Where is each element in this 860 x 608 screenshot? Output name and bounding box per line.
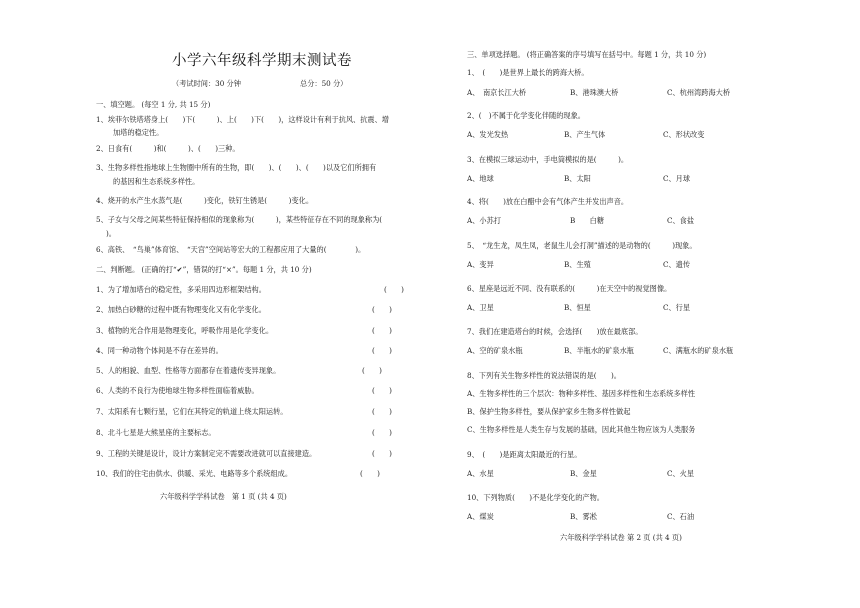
judge-paren-10: ( ) (360, 469, 380, 478)
choice-q5: 5、 “龙生龙，凤生凤，老鼠生儿会打洞”描述的是动物的( )现象。 (467, 241, 697, 250)
judge-paren-7: ( ) (372, 407, 392, 416)
fill-q4: 4、烧开的水产生水蒸气是( )变化，铁钉生锈是( )变化。 (96, 196, 314, 205)
judge-paren-3: ( ) (372, 326, 392, 335)
judge-paren-5: ( ) (362, 366, 382, 375)
choice-q9: 9、 ( )是距离太阳最近的行星。 (467, 450, 582, 459)
choice-q7-a: A、空的矿泉水瓶 (467, 346, 523, 355)
judge-paren-6: ( ) (372, 386, 392, 395)
choice-q10-c: C、石油 (667, 512, 695, 521)
judge-paren-4: ( ) (372, 346, 392, 355)
choice-q4-a: A、小苏打 (467, 216, 501, 225)
choice-q10: 10、下列物质( )不是化学变化的产物。 (467, 493, 604, 502)
choice-q10-a: A、煤炭 (467, 512, 494, 521)
choice-q5-a: A、变异 (467, 260, 494, 269)
choice-q2-a: A、发光发热 (467, 130, 509, 139)
left-footer: 六年级科学学科试卷 第 1 页 (共 4 页) (160, 492, 287, 501)
judge-q2: 2、加热白砂糖的过程中既有物理变化又有化学变化。 (96, 305, 266, 314)
judge-paren-8: ( ) (372, 428, 392, 437)
choice-q10-b: B、雾凇 (570, 512, 597, 521)
fill-q3: 3、生物多样性指地球上生物圈中所有的生物，即( )、( )、( )以及它们所拥有 (96, 163, 377, 172)
choice-q7-b: B、半瓶水的矿泉水瓶 (564, 346, 634, 355)
judge-q9: 9、工程的关键是设计，设计方案制定完不需要改进就可以直接建造。 (96, 449, 317, 458)
choice-q8-c: C、生物多样性是人类生存与发展的基础，因此其他生物应该为人类服务 (467, 425, 696, 434)
choice-q2-c: C、形状改变 (663, 130, 705, 139)
judge-q7: 7、太阳系有七颗行星，它们在其特定的轨道上绕太阳运转。 (96, 407, 288, 416)
choice-q1-b: B、港珠澳大桥 (570, 88, 619, 97)
choice-q3: 3、在模拟三球运动中，手电筒模拟的是( )。 (467, 155, 629, 164)
choice-q9-b: B、金星 (570, 469, 597, 478)
fill-q5: 5、子女与父母之间某些特征保持相似的现象称为( )，某些特征存在不同的现象称为( (96, 215, 383, 224)
section1-title: 一、填空题。 (每空 1 分, 共 15 分) (96, 100, 211, 109)
choice-q7: 7、我们在建造塔台的时候，会选择( )放在最底部。 (467, 327, 643, 336)
choice-q3-b: B、太阳 (564, 174, 591, 183)
section3-title: 三、单项选择题。 (将正确答案的序号填写在括号中。每题 1 分，共 10 分) (467, 50, 707, 59)
choice-q4-c: C、食盐 (667, 216, 695, 225)
judge-q3: 3、植物的光合作用是物理变化，呼吸作用是化学变化。 (96, 326, 274, 335)
choice-q3-a: A、地球 (467, 174, 494, 183)
judge-q1: 1、为了增加塔台的稳定性，多采用四边形框架结构。 (96, 285, 266, 294)
choice-q5-c: C、遗传 (663, 260, 691, 269)
fill-q1-cont: 加塔的稳定性。 (113, 128, 164, 137)
choice-q1: 1、 ( )是世界上最长的跨海大桥。 (467, 68, 589, 77)
choice-q8: 8、下列有关生物多样性的说法错误的是( )。 (467, 371, 621, 380)
choice-q4: 4、将( )放在白醋中会有气体产生并发出声音。 (467, 197, 629, 206)
choice-q8-b: B、保护生物多样性，要从保护家乡生物多样性做起 (467, 407, 631, 416)
fill-q2: 2、日食有( )和( )、( )三种。 (96, 144, 240, 153)
section2-title: 二、判断题。 (正确的打“✔”，错误的打“×”。每题 1 分，共 10 分) (96, 265, 312, 274)
choice-q1-c: C、杭州湾跨海大桥 (667, 88, 731, 97)
right-footer: 六年级科学学科试卷 第 2 页 (共 4 页) (560, 533, 682, 542)
fill-q1: 1、埃菲尔铁塔塔身上( )下( )、上( )下( )，这样设计有利于抗风、抗震、增 (96, 115, 389, 124)
choice-q9-c: C、火星 (667, 469, 695, 478)
choice-q1-a: A、 南京长江大桥 (467, 88, 527, 97)
choice-q8-a: A、生物多样性的三个层次：物种多样性、基因多样性和生态系统多样性 (467, 389, 696, 398)
choice-q9-a: A、水星 (467, 469, 494, 478)
judge-q10: 10、我们的住宅由供水、供暖、采光、电路等多个系统组成。 (96, 469, 293, 478)
judge-paren-9: ( ) (372, 449, 392, 458)
choice-q6-a: A、卫星 (467, 303, 494, 312)
judge-q5: 5、人的相貌、血型、性格等方面都存在着遗传变异现象。 (96, 366, 281, 375)
choice-q3-c: C、月球 (663, 174, 691, 183)
judge-q6: 6、人类的不良行为使地球生物多样性面临着威胁。 (96, 386, 259, 395)
judge-q8: 8、北斗七星是大熊星座的主要标志。 (96, 428, 216, 437)
judge-paren-2: ( ) (372, 305, 392, 314)
exam-total: 总分：50 分） (300, 79, 348, 88)
choice-q6-c: C、行星 (663, 303, 691, 312)
choice-q6: 6、星座是远近不同、没有联系的( )在天空中的视觉图像。 (467, 284, 672, 293)
choice-q2: 2、( )不属于化学变化伴随的现象。 (467, 111, 585, 120)
judge-q4: 4、同一种动物个体间是不存在差异的。 (96, 346, 223, 355)
fill-q5-cont: )。 (106, 229, 116, 238)
choice-q5-b: B、生殖 (564, 260, 591, 269)
fill-q6: 6、高铁、 “鸟巢”体育馆、 “天宫”空间站等宏大的工程都应用了大量的( )。 (96, 245, 366, 254)
exam-title: 小学六年级科学期末测试卷 (172, 53, 352, 69)
choice-q2-b: B、产生气体 (564, 130, 606, 139)
judge-paren-1: ( ) (384, 285, 404, 294)
exam-time: （考试时间：30 分钟 (172, 79, 241, 88)
choice-q6-b: B、恒星 (564, 303, 591, 312)
choice-q4-b: B 白糖 (570, 216, 605, 225)
right-page (430, 0, 860, 608)
choice-q7-c: C、满瓶水的矿泉水瓶 (663, 346, 734, 355)
fill-q3-cont: 的基因和生态系统多样性。 (113, 177, 200, 186)
